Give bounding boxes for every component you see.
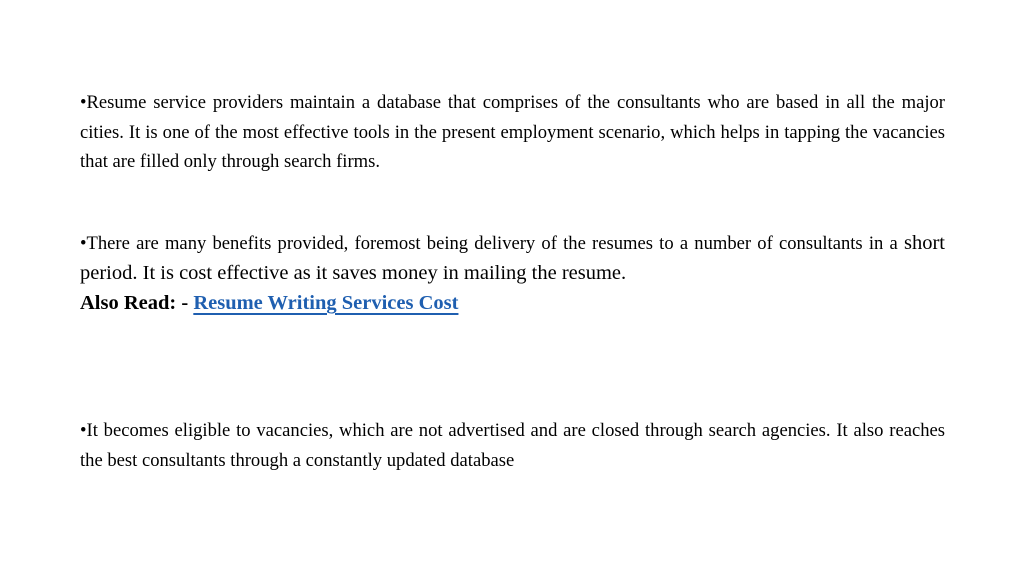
bullet-1: • — [80, 92, 87, 113]
paragraph-3-text: It becomes eligible to vacancies, which are not advertised and are closed through search agencies. It also reaches the best consultants through a constantly updated database — [80, 420, 945, 471]
paragraph-1 — [80, 88, 945, 177]
bullet-2: • — [80, 233, 87, 254]
bullet-3: • — [80, 420, 87, 441]
paragraph-2 — [80, 229, 945, 319]
paragraph-2-text-b: short period. It is cost effective as it saves money in mailing the resume. — [80, 232, 945, 284]
resume-writing-services-cost-link[interactable]: Resume Writing Services Cost — [193, 292, 459, 314]
also-read-label: Also Read: - — [80, 292, 194, 314]
paragraph-1-text: Resume service providers maintain a database that comprises of the consultants who are based in all the major cities. It is one of the most effective tools in the present employment scenario, which helps in tapping the vacancies that are filled only through search firms. — [80, 92, 945, 172]
paragraph-3 — [80, 416, 945, 475]
also-read-line — [80, 288, 945, 319]
paragraph-2-text-a: There are many benefits provided, foremost being delivery of the resumes to a number of consultants in a — [86, 233, 904, 254]
